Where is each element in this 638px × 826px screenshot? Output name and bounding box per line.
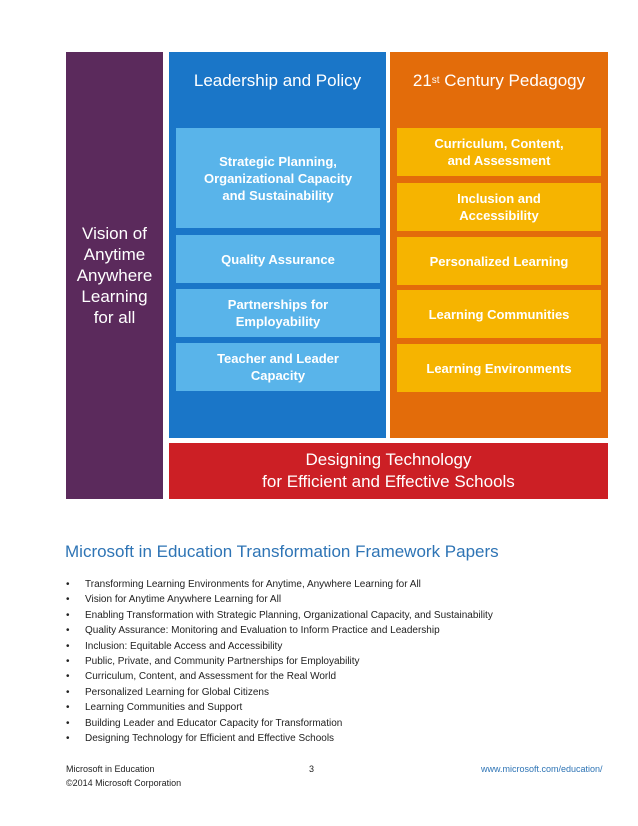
bullet-icon: • <box>66 733 70 745</box>
pedagogy-column <box>390 52 608 438</box>
paper-list-item <box>66 577 626 592</box>
bullet-icon: • <box>66 625 70 637</box>
inclusion-box: Inclusion and Accessibility <box>397 183 601 231</box>
paper-list-item <box>66 716 626 731</box>
pedagogy-title: 21 st Century Pedagogy <box>412 70 586 90</box>
bullet-icon: • <box>66 594 70 606</box>
vision-block <box>66 52 163 499</box>
paper-list-item <box>66 608 626 623</box>
designing-technology-bar: Designing Technology for Efficient and Effective Schools <box>169 443 608 499</box>
paper-title: Transforming Learning Environments for Anytime, Anywhere Learning for All <box>85 579 421 590</box>
learning-communities-box: Learning Communities <box>397 290 601 338</box>
papers-list <box>66 577 626 746</box>
leadership-policy-title: Leadership and Policy <box>193 70 362 90</box>
bullet-icon: • <box>66 686 70 698</box>
curriculum-box: Curriculum, Content, and Assessment <box>397 128 601 176</box>
learning-environments-box: Learning Environments <box>397 344 601 392</box>
bullet-icon: • <box>66 656 70 668</box>
quality-assurance-box: Quality Assurance <box>176 235 380 283</box>
bullet-icon: • <box>66 702 70 714</box>
paper-list-item <box>66 669 626 684</box>
paper-title: Inclusion: Equitable Access and Accessibility <box>85 640 283 652</box>
paper-list-item <box>66 639 626 654</box>
paper-title: Public, Private, and Community Partnerships for Employability <box>85 656 360 668</box>
paper-title: Building Leader and Educator Capacity for Transformation <box>85 717 343 729</box>
bullet-icon: • <box>66 640 70 652</box>
paper-title: Personalized Learning for Global Citizens <box>85 686 269 698</box>
leadership-policy-column <box>169 52 386 438</box>
teacher-leader-capacity-box: Teacher and Leader Capacity <box>176 343 380 391</box>
paper-list-item <box>66 623 626 638</box>
footer-organization: Microsoft in Education <box>66 764 155 774</box>
partnerships-box: Partnerships for Employability <box>176 289 380 337</box>
paper-title: Enabling Transformation with Strategic Planning, Organizational Capacity, and Sustainability <box>85 609 493 621</box>
vision-text: Vision of Anytime Anywhere Learning for all <box>76 224 153 327</box>
paper-list-item <box>66 592 626 607</box>
paper-title: Quality Assurance: Monitoring and Evaluation to Inform Practice and Leadership <box>85 625 440 637</box>
strategic-planning-box: Strategic Planning, Organizational Capacity and Sustainability <box>176 128 380 228</box>
paper-title: Vision for Anytime Anywhere Learning for All <box>85 594 282 606</box>
bullet-icon: • <box>66 671 70 683</box>
paper-title: Designing Technology for Efficient and Effective Schools <box>85 733 335 745</box>
personalized-learning-box: Personalized Learning <box>397 237 601 285</box>
paper-list-item <box>66 685 626 700</box>
bullet-icon: • <box>66 717 70 729</box>
papers-heading: Microsoft in Education Transformation Framework Papers <box>65 542 499 561</box>
paper-title: Curriculum, Content, and Assessment for the Real World <box>85 671 337 683</box>
footer-copyright: ©2014 Microsoft Corporation <box>66 778 182 788</box>
page-number: 3 <box>309 764 315 774</box>
bullet-icon: • <box>66 609 70 621</box>
footer-url-link[interactable]: www.microsoft.com/education/ <box>481 764 603 774</box>
paper-title: Learning Communities and Support <box>85 702 243 714</box>
paper-list-item <box>66 731 626 746</box>
paper-list-item <box>66 700 626 715</box>
paper-list-item <box>66 654 626 669</box>
bullet-icon: • <box>66 579 70 590</box>
